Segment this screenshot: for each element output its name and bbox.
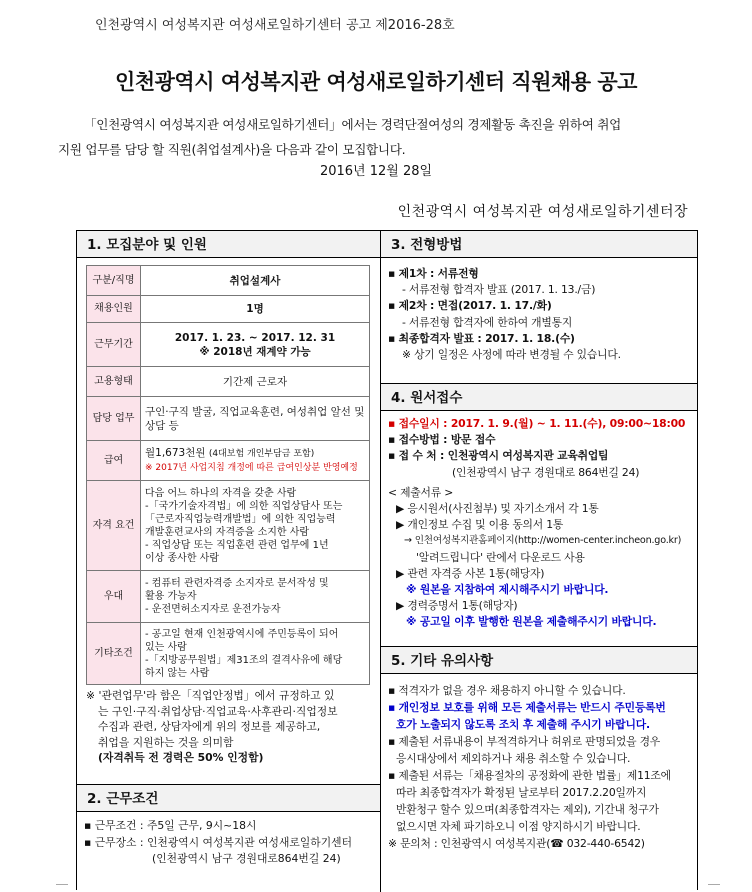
- note-line: 취업을 지원하는 것을 의미함: [98, 735, 234, 749]
- qual-line: 이상 종사한 사람: [145, 552, 219, 564]
- row-label: 우대: [87, 571, 141, 623]
- page-title: 인천광역시 여성복지관 여성새로일하기센터 직원채용 공고: [115, 70, 637, 94]
- notes-line: ※ 문의처 : 인천광역시 여성복지관(☎ 032-440-6542): [388, 837, 645, 850]
- table-row: [87, 441, 370, 481]
- notes-line: ▪ 제출된 서류는「채용절차의 공정화에 관한 법률」제11조에: [388, 769, 671, 782]
- notice-date: 2016년 12월 28일: [319, 164, 433, 179]
- selection-line: - 서류전형 합격자 발표 (2017. 1. 13./금): [402, 283, 596, 297]
- qual-line: 「근로자직업능력개발법」에 의한 직업능력: [145, 513, 336, 525]
- row-label: 채용인원: [87, 296, 141, 323]
- note-line: 수집과 관련, 상담자에게 위의 정보를 제공하고,: [98, 720, 321, 733]
- notes-line: ▪ 제출된 서류내용이 부적격하거나 허위로 판명되었을 경우: [388, 735, 661, 748]
- notes-line: 응시대상에서 제외하거나 채용 취소할 수 있습니다.: [396, 752, 631, 765]
- table-row: [87, 367, 370, 397]
- row-value: 취업설계사: [141, 266, 370, 296]
- intro-line: 지원 업무를 담당 할 직원(취업설계사)을 다음과 같이 모집합니다.: [58, 142, 406, 157]
- selection-line: ▪ 제1차 : 서류전형: [388, 267, 479, 280]
- period-range: 2017. 1. 23. ~ 2017. 12. 31: [174, 331, 336, 344]
- pay-note: ※ 2017년 사업지침 개정에 따른 급여인상분 반영예정: [145, 463, 358, 473]
- table-row: [87, 323, 370, 367]
- row-label: 기타조건: [87, 623, 141, 685]
- condition-line: (인천광역시 남구 경원대로864번길 24): [152, 852, 341, 865]
- row-label: 고용형태: [87, 367, 141, 397]
- condition-line: ▪ 근무조건 : 주5일 근무, 9시~18시: [84, 819, 257, 832]
- note-line: (자격취득 전 경력은 50% 인정함): [98, 751, 264, 764]
- document-item: ▶ 개인정보 수집 및 이용 동의서 1통: [396, 518, 564, 532]
- section-heading-application: 4. 원서접수: [380, 383, 698, 411]
- notes-block: [388, 682, 694, 852]
- pay-detail: (4대보험 개인부담금 포함): [208, 449, 315, 459]
- etc-line: -「지방공무원법」제31조의 결격사유에 해당: [145, 654, 343, 666]
- notes-line: 호가 노출되지 않도록 조치 후 제출해 주시기 바랍니다.: [396, 718, 650, 731]
- row-value: [141, 441, 370, 481]
- row-label: 근무기간: [87, 323, 141, 367]
- qual-line: - 직업상담 또는 직업훈련 관련 업무에 1년: [145, 539, 329, 551]
- signer: 인천광역시 여성복지관 여성새로일하기센터장: [397, 204, 688, 220]
- pref-line: - 컴퓨터 관련자격증 소지자로 문서작성 및: [145, 578, 329, 589]
- qual-line: 다음 어느 하나의 자격을 갖춘 사람: [145, 487, 297, 499]
- document-item: '알려드립니다' 란에서 다운로드 사용: [416, 550, 585, 564]
- selection-block: [388, 266, 694, 363]
- notice-number: 인천광역시 여성복지관 여성새로일하기센터 공고 제2016-28호: [95, 18, 455, 33]
- row-label: 자격 요건: [87, 481, 141, 571]
- intro-line: 「인천광역시 여성복지관 여성새로일하기센터」에서는 경력단절여성의 경제활동 촉진을 위하여 취업: [84, 117, 621, 132]
- table-row: [87, 266, 370, 296]
- row-value: [141, 323, 370, 367]
- selection-line: ▪ 제2차 : 면접(2017. 1. 17./화): [388, 299, 552, 313]
- document-item: → 인천여성복지관홈페이지(http://women-center.incheon.go.kr): [404, 535, 682, 547]
- notes-line: 따라 최종합격자가 확정된 날로부터 2017.2.20일까지: [396, 786, 647, 799]
- row-value: [141, 623, 370, 685]
- period-note: ※ 2018년 재계약 가능: [199, 345, 311, 358]
- table-row: [87, 571, 370, 623]
- document-item: ▶ 응시원서(사진첨부) 및 자기소개서 각 1통: [396, 502, 599, 516]
- pay-amount: 월1,673천원: [145, 447, 206, 459]
- table-row: [87, 481, 370, 571]
- selection-line: - 서류전형 합격자에 한하여 개별통지: [402, 315, 573, 329]
- application-line: < 제출서류 >: [388, 485, 454, 499]
- pref-line: 활용 가능자: [145, 591, 197, 602]
- page-corner-mark: [708, 884, 720, 885]
- row-value: 구인·구직 발굴, 직업교육훈련, 여성취업 알선 및 상담 등: [141, 397, 370, 441]
- document-item: ※ 원본을 지참하여 제시해주시기 바랍니다.: [406, 583, 609, 597]
- table-row: [87, 397, 370, 441]
- etc-line: - 공고일 현재 인천광역시에 주민등록이 되어: [145, 628, 339, 640]
- document-item: ▶ 관련 자격증 사본 1통(해당자): [396, 566, 545, 580]
- section-heading-conditions: 2. 근무조건: [76, 784, 381, 812]
- application-block: [388, 416, 694, 631]
- document-item: ※ 공고일 이후 발행한 원본을 제출해주시기 바랍니다.: [406, 615, 657, 629]
- row-value: 1명: [141, 296, 370, 323]
- conditions-block: [84, 818, 378, 868]
- document-item: ▶ 경력증명서 1통(해당자): [396, 599, 518, 613]
- row-label: 급여: [87, 441, 141, 481]
- note-line: ※ '관련업무'라 함은「직업안정법」에서 규정하고 있: [86, 689, 335, 702]
- etc-line: 있는 사람: [145, 641, 187, 653]
- selection-line: ▪ 최종합격자 발표 : 2017. 1. 18.(수): [388, 331, 575, 345]
- selection-line: ※ 상기 일정은 사정에 따라 변경될 수 있습니다.: [402, 348, 621, 362]
- row-label: 구분/직명: [87, 266, 141, 296]
- notes-line: 반환청구 할수 있으며(최종합격자는 제외), 기간내 청구가: [396, 803, 659, 816]
- notes-line: ▪ 개인정보 보호를 위해 모든 제출서류는 반드시 주민등록번: [388, 701, 666, 714]
- application-line: ▪ 접수일시 : 2017. 1. 9.(월) ~ 1. 11.(수), 09:00~18:00: [388, 417, 686, 430]
- qual-line: 개발훈련교사의 자격증을 소지한 사람: [145, 526, 310, 538]
- related-work-note: [86, 688, 376, 766]
- row-value: 기간제 근로자: [141, 367, 370, 397]
- page-corner-mark: [56, 884, 68, 885]
- qual-line: -「국가기술자격법」에 의한 직업상담사 또는: [145, 500, 343, 512]
- application-line: ▪ 접 수 처 : 인천광역시 여성복지관 교육취업팀: [388, 449, 609, 463]
- section-heading-notes: 5. 기타 유의사항: [380, 646, 698, 674]
- intro-paragraph: [58, 112, 718, 162]
- table-row: [87, 623, 370, 685]
- application-line: ▪ 접수방법 : 방문 접수: [388, 433, 496, 447]
- note-line: 는 구인·구직·취업상담·직업교육·사후관리·직업정보: [98, 704, 338, 718]
- recruit-table: [86, 265, 370, 685]
- table-row: [87, 296, 370, 323]
- section-heading-recruit: 1. 모집분야 및 인원: [76, 230, 381, 258]
- notes-line: ▪ 적격자가 없을 경우 채용하지 아니할 수 있습니다.: [388, 684, 626, 697]
- notes-line: 없으시면 자체 파기하오니 이점 양지하시기 바랍니다.: [396, 820, 641, 833]
- row-value: [141, 481, 370, 571]
- application-line: (인천광역시 남구 경원대로 864번길 24): [452, 465, 640, 479]
- row-label: 담당 업무: [87, 397, 141, 441]
- section-heading-selection: 3. 전형방법: [380, 230, 698, 258]
- etc-line: 하지 않는 사람: [145, 667, 210, 679]
- pref-line: - 운전면허소지자로 운전가능자: [145, 604, 281, 615]
- row-value: [141, 571, 370, 623]
- condition-line: ▪ 근무장소 : 인천광역시 여성복지관 여성새로일하기센터: [84, 835, 352, 849]
